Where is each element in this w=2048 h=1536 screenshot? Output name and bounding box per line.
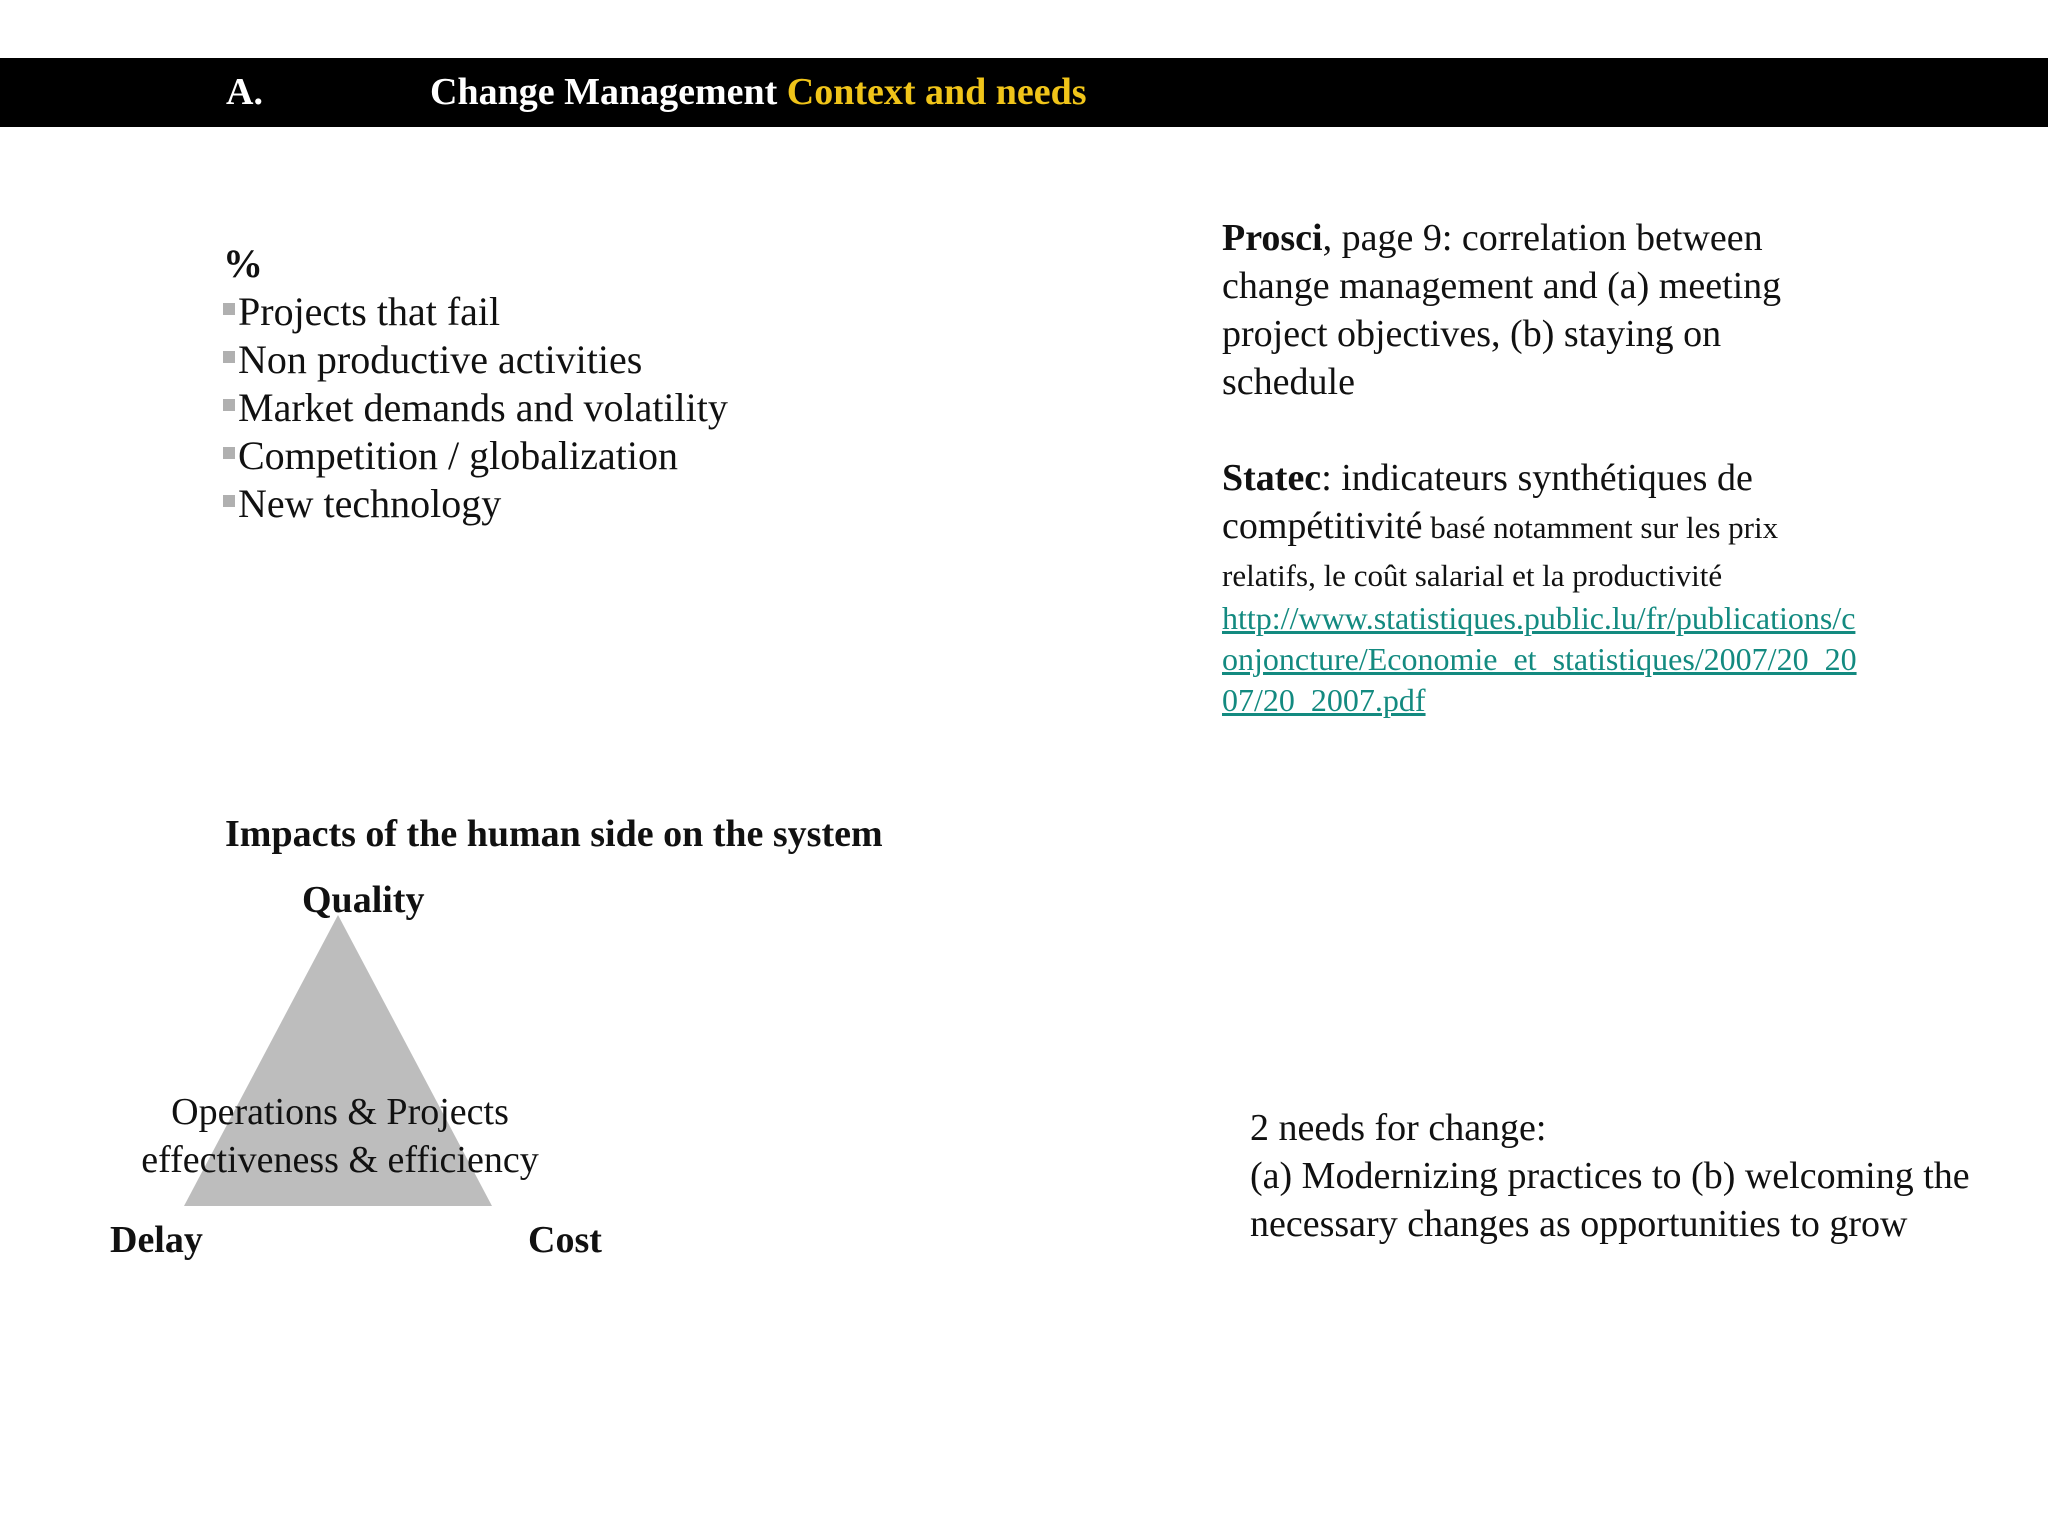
needs-text: (a) Modernizing practices to (b) welcoming the necessary changes as opportunities to grow xyxy=(1250,1155,1970,1245)
list-item-label: Competition / globalization xyxy=(238,433,678,478)
title-accent: Context and needs xyxy=(786,71,1087,113)
list-item xyxy=(223,480,728,528)
triangle-caption xyxy=(110,1088,570,1184)
impacts-title: Impacts of the human side on the system xyxy=(225,813,883,855)
statec-text: : indicateurs synthétiques de compétitivité xyxy=(1222,457,1753,547)
statec-small-text: basé notamment sur les prix relatifs, le coût salarial et la productivité xyxy=(1222,510,1779,593)
caption-line-2: effectiveness & efficiency xyxy=(141,1139,539,1181)
title-main: Change Management xyxy=(430,71,778,113)
section-letter: A. xyxy=(226,71,263,113)
prosci-name: Prosci xyxy=(1222,217,1323,259)
needs-heading: 2 needs for change: xyxy=(1250,1107,1547,1149)
square-bullet-icon xyxy=(223,351,235,363)
statec-link[interactable]: http://www.statistiques.public.lu/fr/publications/conjoncture/Economie_et_statistiques/2007/20_2007/20_2007.pdf xyxy=(1222,600,1857,718)
vertex-delay: Delay xyxy=(110,1219,203,1261)
square-bullet-icon xyxy=(223,399,235,411)
vertex-quality: Quality xyxy=(302,879,425,921)
list-item xyxy=(223,288,728,336)
square-bullet-icon xyxy=(223,303,235,315)
statec-reference xyxy=(1222,454,1862,598)
list-item-label: Projects that fail xyxy=(238,289,501,334)
percentages-block xyxy=(223,240,728,528)
square-bullet-icon xyxy=(223,447,235,459)
needs-block xyxy=(1250,1104,1970,1248)
list-item-label: Non productive activities xyxy=(238,337,643,382)
percent-heading: % xyxy=(223,241,263,286)
list-item xyxy=(223,336,728,384)
prosci-reference xyxy=(1222,214,1862,406)
prosci-text: , page 9: correlation between change management and (a) meeting project objectives, (b) staying on schedule xyxy=(1222,217,1782,403)
caption-line-1: Operations & Projects xyxy=(171,1091,509,1133)
list-item xyxy=(223,432,728,480)
list-item-label: Market demands and volatility xyxy=(238,385,728,430)
vertex-cost: Cost xyxy=(528,1219,602,1261)
percentages-list xyxy=(223,288,728,528)
statec-name: Statec xyxy=(1222,457,1322,499)
list-item xyxy=(223,384,728,432)
square-bullet-icon xyxy=(223,495,235,507)
references-block xyxy=(1222,214,1862,721)
list-item-label: New technology xyxy=(238,481,502,526)
page-title xyxy=(430,70,1087,114)
